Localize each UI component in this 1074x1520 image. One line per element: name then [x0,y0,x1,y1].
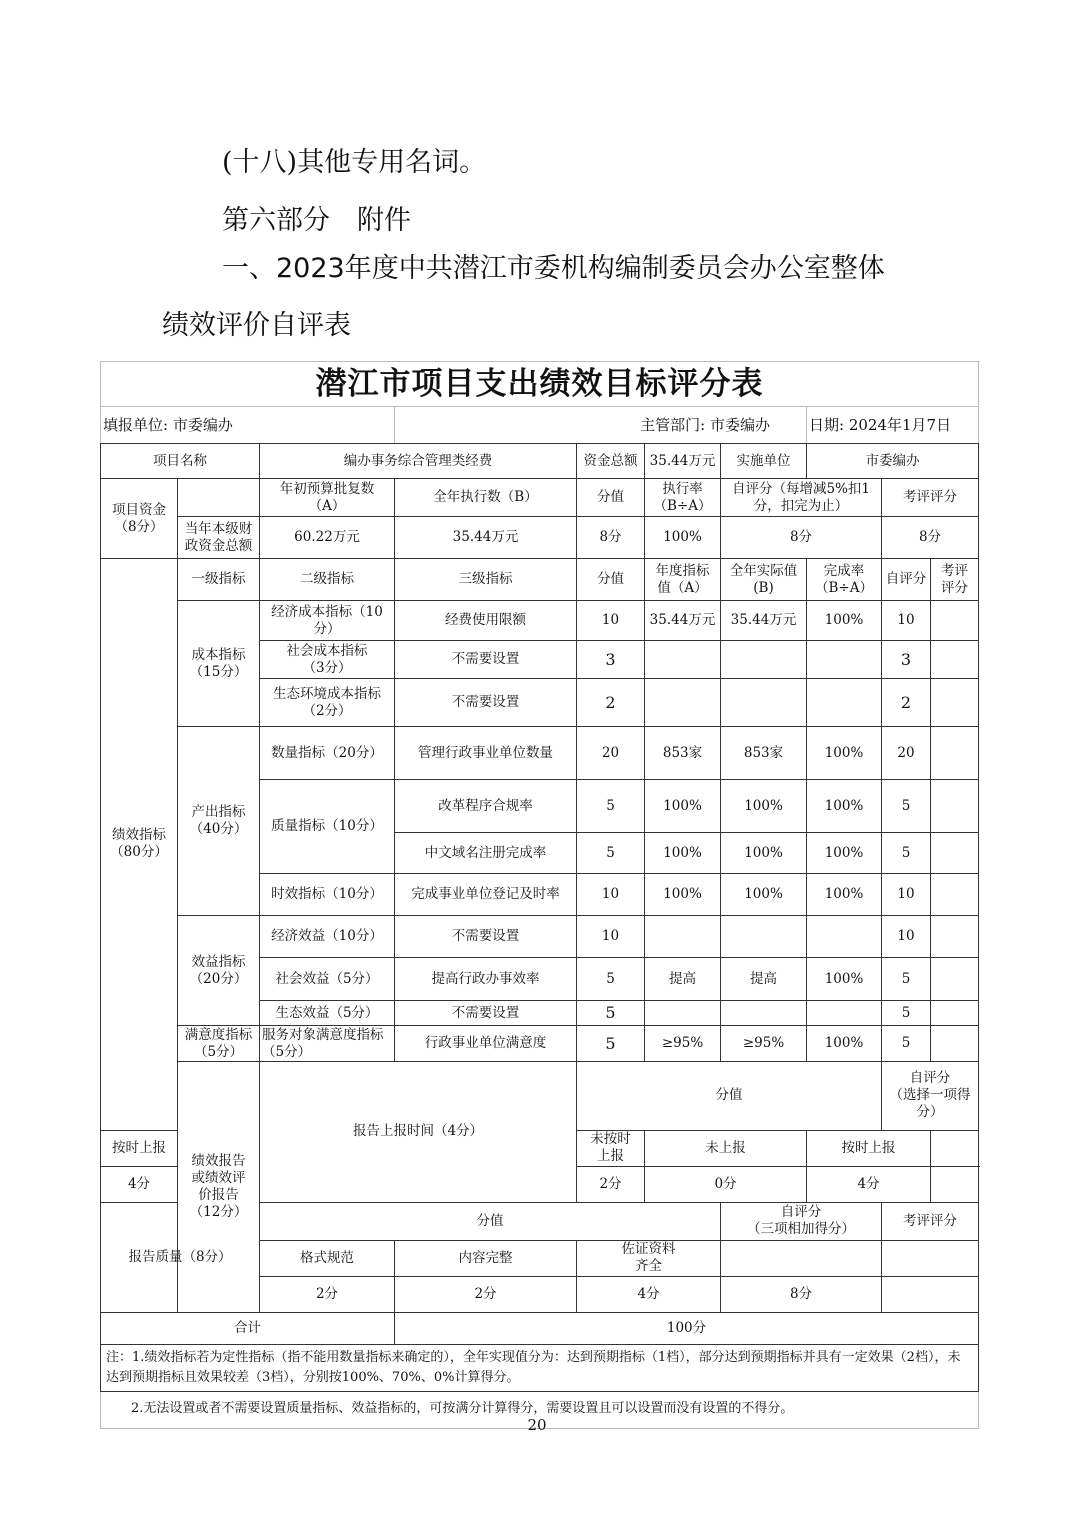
note-2: 2.无法设置或者不需要设置质量指标、效益指标的，可按满分计算得分，需要设置且可以设置而没有设置的不得分。 [101,1391,979,1428]
cost-indicator-label: 成本指标 （15分） [178,601,260,727]
output-indicator-label: 产出指标 （40分） [178,727,260,916]
perf-header: 二级指标 [260,559,395,601]
perf-score: 5 [577,1001,645,1026]
perf-l2: 生态环境成本指标 （2分） [260,679,395,727]
perf-actual: 35.44万元 [721,601,807,641]
perf-score: 5 [577,1026,645,1062]
perf-l2: 服务对象满意度指标 （5分） [260,1026,395,1062]
perf-l3: 不需要设置 [395,916,577,958]
perf-self: 5 [882,958,931,1001]
perf-target: ≥95% [645,1026,721,1062]
perf-self: 10 [882,601,931,641]
report-label: 绩效报告 或绩效评 价报告 （12分） [178,1062,260,1313]
perf-actual: 100% [721,780,807,833]
perf-rate: 100% [807,833,882,874]
project-name-value: 编办事务综合管理类经费 [260,444,577,479]
perf-label: 绩效指标 （80分） [101,559,178,1131]
report-time-option: 按时上报 [101,1130,178,1166]
perf-rate: 100% [807,1026,882,1062]
report-date: 日期: 2024年1月7日 [807,407,979,444]
report-quality-review-value [882,1240,979,1276]
perf-header: 完成率 （B÷A） [807,559,882,601]
perf-rate: 100% [807,874,882,916]
satisfaction-indicator-label: 满意度指标 （5分） [178,1026,260,1062]
perf-l3: 改革程序合规率 [395,780,577,833]
perf-review [931,679,979,727]
report-quality-option: 格式规范 [260,1240,395,1276]
perf-score: 10 [577,916,645,958]
perf-rate [807,1001,882,1026]
perf-l2: 时效指标（10分） [260,874,395,916]
perf-review [931,1026,979,1062]
report-quality-points: 4分 [577,1276,721,1312]
funds-score-header: 分值 [577,479,645,517]
exec-rate: 100% [645,517,721,559]
note-1: 注：1.绩效指标若为定性指标（指不能用数量指标来确定的），全年实现值分为：达到预期指标（1档），部分达到预期指标并具有一定效果（2档），未达到预期指标且效果较差（3档），分别按100%、70%、0%计算得分。 [101,1344,979,1391]
perf-actual [721,1001,807,1026]
report-quality-self-header: 自评分 （三项相加得分） [721,1202,882,1240]
impl-unit-value: 市委编办 [807,444,979,479]
funds-label: 项目资金 （8分） [101,479,178,559]
perf-score: 2 [577,679,645,727]
perf-rate: 100% [807,780,882,833]
report-time-review-value [931,1130,979,1166]
perf-l3: 提高行政办事效率 [395,958,577,1001]
attachment-title-line2: 绩效评价自评表 [162,310,351,341]
perf-target [645,1001,721,1026]
table-title: 潜江市项目支出绩效目标评分表 [101,362,979,407]
perf-review [931,833,979,874]
total-label: 合计 [101,1312,395,1344]
perf-target [645,641,721,679]
perf-rate [807,641,882,679]
perf-l3: 不需要设置 [395,641,577,679]
report-time-label: 报告上报时间（4分） [260,1062,577,1203]
total-value: 100分 [395,1312,979,1344]
report-quality-option: 内容完整 [395,1240,577,1276]
perf-l3: 不需要设置 [395,679,577,727]
impl-unit-label: 实施单位 [721,444,807,479]
perf-score: 5 [577,833,645,874]
perf-actual [721,641,807,679]
perf-review [931,874,979,916]
report-quality-self-points: 8分 [721,1276,882,1312]
funds-score: 8分 [577,517,645,559]
dept: 主管部门: 市委编办 [395,407,807,444]
perf-actual: 提高 [721,958,807,1001]
exec-header: 全年执行数（B） [395,479,577,517]
perf-score: 5 [577,958,645,1001]
exec-rate-header: 执行率 （B÷A） [645,479,721,517]
funds-review-score: 8分 [882,517,979,559]
perf-review [931,958,979,1001]
perf-score: 20 [577,727,645,780]
report-quality-option: 佐证资料 齐全 [577,1240,721,1276]
report-quality-review-header: 考评评分 [882,1202,979,1240]
perf-rate: 100% [807,958,882,1001]
perf-l3: 行政事业单位满意度 [395,1026,577,1062]
funds-row-label: 当年本级财 政资金总额 [178,517,260,559]
funds-blank [178,479,260,517]
perf-rate: 100% [807,601,882,641]
report-quality-points: 2分 [260,1276,395,1312]
perf-header: 分值 [577,559,645,601]
perf-score: 10 [577,601,645,641]
perf-target [645,916,721,958]
benefit-indicator-label: 效益指标 （20分） [178,916,260,1026]
report-quality-review-points [882,1276,979,1312]
perf-target: 853家 [645,727,721,780]
report-time-self-value: 按时上报 [807,1130,931,1166]
perf-self: 10 [882,874,931,916]
perf-actual: 100% [721,874,807,916]
exec-value: 35.44万元 [395,517,577,559]
perf-self: 5 [882,1026,931,1062]
perf-l2: 经济成本指标（10 分） [260,601,395,641]
perf-header: 三级指标 [395,559,577,601]
perf-review [931,916,979,958]
perf-l2: 经济效益（10分） [260,916,395,958]
perf-review [931,641,979,679]
perf-review [931,1001,979,1026]
perf-target: 提高 [645,958,721,1001]
score-table [100,361,979,1429]
perf-self: 3 [882,641,931,679]
project-name-label: 项目名称 [101,444,260,479]
perf-self: 5 [882,780,931,833]
perf-header: 考评 评分 [931,559,979,601]
report-time-points: 4分 [101,1166,178,1202]
total-funds-label: 资金总额 [577,444,645,479]
perf-l2: 社会成本指标 （3分） [260,641,395,679]
perf-self: 5 [882,833,931,874]
list-item-eighteen: (十八)其他专用名词。 [222,147,487,178]
perf-target: 100% [645,874,721,916]
perf-self: 2 [882,679,931,727]
section-heading: 第六部分 附件 [222,205,411,236]
perf-l3: 完成事业单位登记及时率 [395,874,577,916]
fill-unit: 填报单位: 市委编办 [101,407,395,444]
perf-rate: 100% [807,727,882,780]
report-quality-points: 2分 [395,1276,577,1312]
perf-actual: ≥95% [721,1026,807,1062]
perf-header: 年度指标 值（A） [645,559,721,601]
report-time-points: 2分 [577,1166,645,1202]
funds-self-score: 8分 [721,517,882,559]
perf-score: 3 [577,641,645,679]
perf-self: 5 [882,1001,931,1026]
report-quality-self-value [721,1240,882,1276]
perf-l2: 社会效益（5分） [260,958,395,1001]
report-time-points: 0分 [645,1166,807,1202]
perf-review [931,601,979,641]
report-time-option: 未按时 上报 [577,1130,645,1166]
perf-l3: 中文域名注册完成率 [395,833,577,874]
perf-l2: 质量指标（10分） [260,780,395,874]
perf-score: 5 [577,780,645,833]
perf-target: 35.44万元 [645,601,721,641]
perf-header: 自评分 [882,559,931,601]
report-time-score-header: 分值 [577,1062,882,1131]
perf-review [931,727,979,780]
perf-actual: 100% [721,833,807,874]
attachment-title-line1: 一、2023年度中共潜江市委机构编制委员会办公室整体 [222,253,885,284]
report-quality-score-header: 分值 [260,1202,721,1240]
perf-self: 10 [882,916,931,958]
perf-l3: 管理行政事业单位数量 [395,727,577,780]
perf-l3: 不需要设置 [395,1001,577,1026]
report-time-self-header: 自评分 （选择一项得分） [882,1062,979,1131]
perf-rate [807,679,882,727]
perf-l3: 经费使用限额 [395,601,577,641]
perf-header: 全年实际值 (B) [721,559,807,601]
perf-rate [807,916,882,958]
perf-header: 一级指标 [178,559,260,601]
perf-target: 100% [645,833,721,874]
perf-actual [721,679,807,727]
total-funds-value: 35.44万元 [645,444,721,479]
report-time-option: 未上报 [645,1130,807,1166]
perf-review [931,780,979,833]
page-number: 20 [527,1416,547,1434]
budget-value: 60.22万元 [260,517,395,559]
budget-header: 年初预算批复数 （A） [260,479,395,517]
funds-self-header: 自评分（每增减5%扣1 分，扣完为止） [721,479,882,517]
report-time-self-points: 4分 [807,1166,931,1202]
perf-target [645,679,721,727]
perf-l2: 生态效益（5分） [260,1001,395,1026]
perf-score: 10 [577,874,645,916]
perf-self: 20 [882,727,931,780]
perf-actual [721,916,807,958]
perf-actual: 853家 [721,727,807,780]
funds-review-header: 考评评分 [882,479,979,517]
report-quality-label: 报告质量（8分） [101,1202,260,1312]
perf-target: 100% [645,780,721,833]
perf-l2: 数量指标（20分） [260,727,395,780]
report-time-review-points [931,1166,979,1202]
